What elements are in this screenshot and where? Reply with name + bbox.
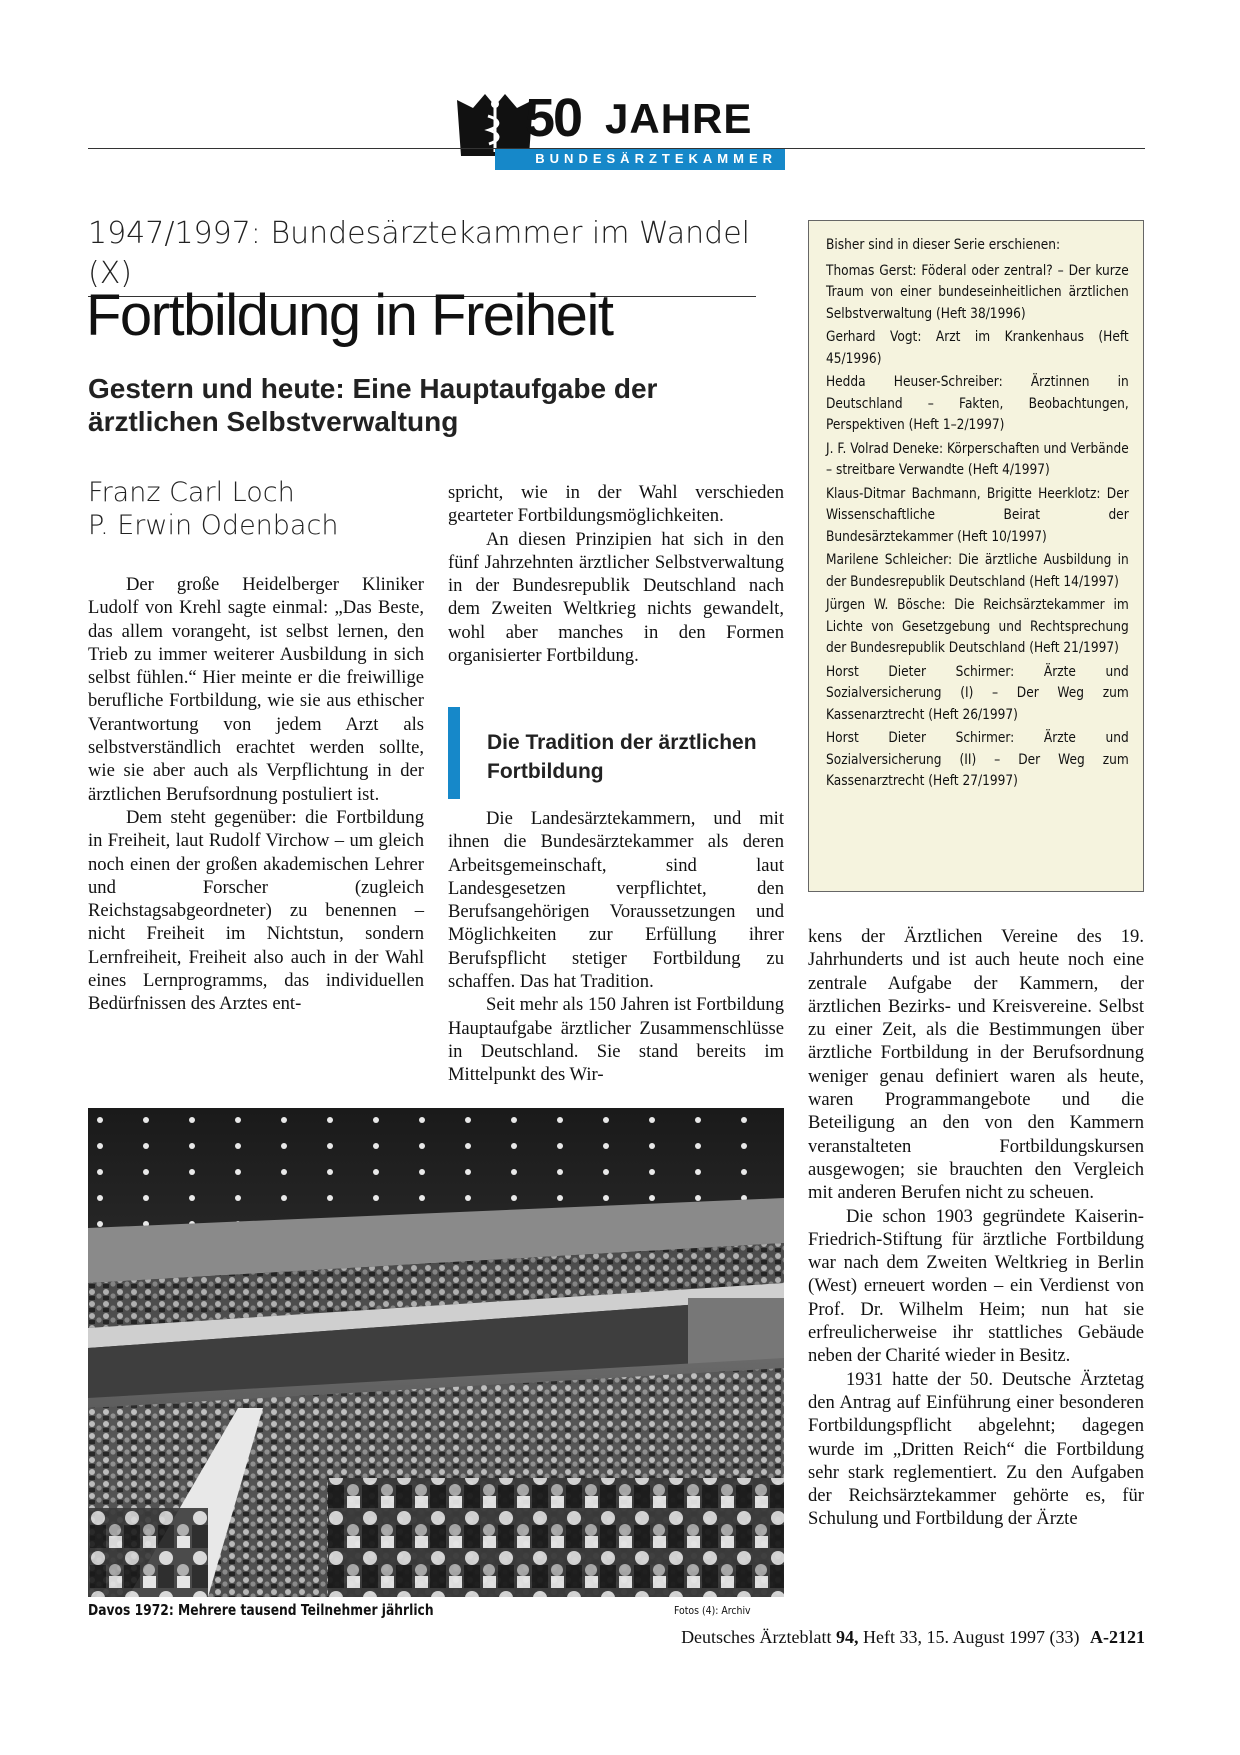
journal-name: Deutsches Ärzteblatt <box>681 1627 832 1647</box>
header-rule <box>88 148 1145 149</box>
sidebox-item: Hedda Heuser-Schreiber: Ärztinnen in Deutschland – Fakten, Beobachtungen, Perspektiven (Heft 1–2/1997) <box>826 374 1129 433</box>
sidebox-item: Horst Dieter Schirmer: Ärzte und Sozialversicherung (I) – Der Weg zum Kassenarztrecht (Heft 26/1997) <box>826 663 1129 723</box>
article-subtitle: Gestern und heute: Eine Hauptaufgabe der ärztlichen Selbstverwaltung <box>88 373 658 437</box>
body-column-2-top <box>448 481 784 667</box>
auditorium-photo-image <box>88 1108 784 1597</box>
logo-number: 50 <box>525 88 582 148</box>
section-accent-bar <box>448 707 460 799</box>
author-name: P. Erwin Odenbach <box>88 510 339 541</box>
sidebox-heading: Bisher sind in dieser Serie erschienen: <box>826 237 1061 253</box>
section-heading: Die Tradition der ärztlichen Fortbildung <box>487 731 757 783</box>
caduceus-crown-icon <box>455 94 535 156</box>
paragraph: Die Landesärztekammern, und mit ihnen die Bundesärztekammer als deren Arbeitsgemeinschaft, sind laut Landesgesetzen verpflichtet, den Berufsangehörigen Voraussetzungen und Möglichkeiten zur Erfüllung ihrer Berufspflicht stetiger Fortbildung zu schaffen. Das hat Tradition. <box>448 808 784 993</box>
page-footer <box>681 1625 1145 1649</box>
paragraph: 1931 hatte der 50. Deutsche Ärztetag den Antrag auf Einführung einer besonderen Fortbildungspflicht abgelehnt; dagegen wurde im „Dritten Reich“ die Fortbildung sehr stark reglementiert. Zu den Aufgaben der Reichsärztekammer gehörte es, für Schulung und Fortbildung der Ärzte <box>808 1368 1144 1530</box>
photo-caption: Davos 1972: Mehrere tausend Teilnehmer jährlich <box>88 1601 434 1619</box>
paragraph: Der große Heidelberger Kliniker Ludolf von Krehl sagte einmal: „Das Beste, das allem vorangeht, ist selbst lernen, den Trieb zu immer weiterer Ausbildung in sich selbst fühlen.“ Hier meinte er die freiwillige berufliche Fortbildung, wie sie aus ethischer Verantwortung von jedem Arzt als selbstverständlich erachtet werden sollte, wie sie aber auch als Verpflichtung in der ärztlichen Berufsordnung postuliert ist. <box>88 574 424 805</box>
paragraph: Seit mehr als 150 Jahren ist Fortbildung Hauptaufgabe ärztlicher Zusammenschlüsse in Deutschland. Sie stand bereits im Mittelpunkt des Wir- <box>448 994 784 1086</box>
sidebox-item: Horst Dieter Schirmer: Ärzte und Sozialversicherung (II) – Der Weg zum Kassenarztrecht (Heft 27/1997) <box>826 730 1129 789</box>
paragraph: Dem steht gegenüber: die Fortbildung in Freiheit, laut Rudolf Virchow – um gleich noch einen der großen akademischen Lehrer und Forscher (zugleich Reichstagsabgeordneter) zu benennen – nicht Freiheit im Nichtstun, sondern Lernfreiheit, Freiheit also auch in der Wahl eines Lernprogramms, das individuellen Bedürfnissen des Arztes ent- <box>88 806 424 1015</box>
series-title: 1947/1997: Bundesärztekammer im Wandel (X) <box>88 214 756 297</box>
journal-issue: Heft 33, 15. August 1997 (33) <box>863 1627 1080 1647</box>
journal-volume: 94, <box>836 1627 859 1647</box>
sidebox-item: Gerhard Vogt: Arzt im Krankenhaus (Heft 45/1996) <box>826 329 1129 367</box>
body-column-3 <box>808 925 1144 1531</box>
author-name: Franz Carl Loch <box>88 477 295 508</box>
body-column-2-bottom <box>448 807 784 1087</box>
page-number: A-2121 <box>1090 1627 1145 1647</box>
sidebox-item: Thomas Gerst: Föderal oder zentral? – Der kurze Traum von einer bundeseinheitlichen ärztlichen Selbstverwaltung (Heft 38/1996) <box>826 262 1129 322</box>
paragraph: An diesen Prinzipien hat sich in den fünf Jahrzehnten ärztlicher Selbstverwaltung in der Bundesrepublik Deutschland nach dem Zweiten Weltkrieg nichts gewandelt, wohl aber manches in den Formen organisierter Fortbildung. <box>448 528 784 667</box>
photo-credit: Fotos (4): Archiv <box>674 1604 751 1617</box>
article-title: Fortbildung in Freiheit <box>86 283 613 348</box>
sidebox-item: Klaus-Ditmar Bachmann, Brigitte Heerklotz: Der Wissenschaftliche Beirat der Bundesärztekammer (Heft 10/1997) <box>826 485 1129 545</box>
sidebox-item: Marilene Schleicher: Die ärztliche Ausbildung in der Bundesrepublik Deutschland (Heft 14/1997) <box>826 552 1129 590</box>
auditorium-photo <box>88 1108 784 1597</box>
sidebox-item: J. F. Volrad Deneke: Körperschaften und Verbände – streitbare Verwandte (Heft 4/1997) <box>826 440 1129 478</box>
series-sidebox <box>808 220 1144 892</box>
logo-word: JAHRE <box>605 95 753 142</box>
paragraph: Die schon 1903 gegründete Kaiserin-Friedrich-Stiftung für ärztliche Fortbildung war nach dem Zweiten Weltkrieg in Berlin (West) erneuert worden – ein Verdienst von Prof. Dr. Wilhelm Heim; nun hat sie erfreulicherweise ihr stattliches Gebäude neben der Charité wieder in Besitz. <box>808 1205 1144 1367</box>
paragraph: kens der Ärztlichen Vereine des 19. Jahrhunderts und ist auch heute noch eine zentrale Aufgabe der Kammern, der ärztlichen Bezirks- und Kreisvereine. Selbst zu einer Zeit, als die Bestimmungen über ärztliche Fortbildung in der Berufsordnung weniger genau definiert waren als heute, waren Programmangebote und die Beteiligung an den von den Kammern veranstalteten Fortbildungskursen ausgewogen; sie brauchten den Vergleich mit anderen Berufen nicht zu scheuen. <box>808 926 1144 1204</box>
body-column-1 <box>88 573 424 1016</box>
logo-band: BUNDESÄRZTEKAMMER <box>495 148 785 170</box>
sidebox-item: Jürgen W. Bösche: Die Reichsärztekammer im Lichte von Gesetzgebung und Rechtsprechung der Bundesrepublik Deutschland (Heft 21/1997) <box>826 597 1129 656</box>
anniversary-logo <box>455 88 785 170</box>
paragraph: spricht, wie in der Wahl verschieden gearteter Fortbildungsmöglichkeiten. <box>448 482 784 527</box>
